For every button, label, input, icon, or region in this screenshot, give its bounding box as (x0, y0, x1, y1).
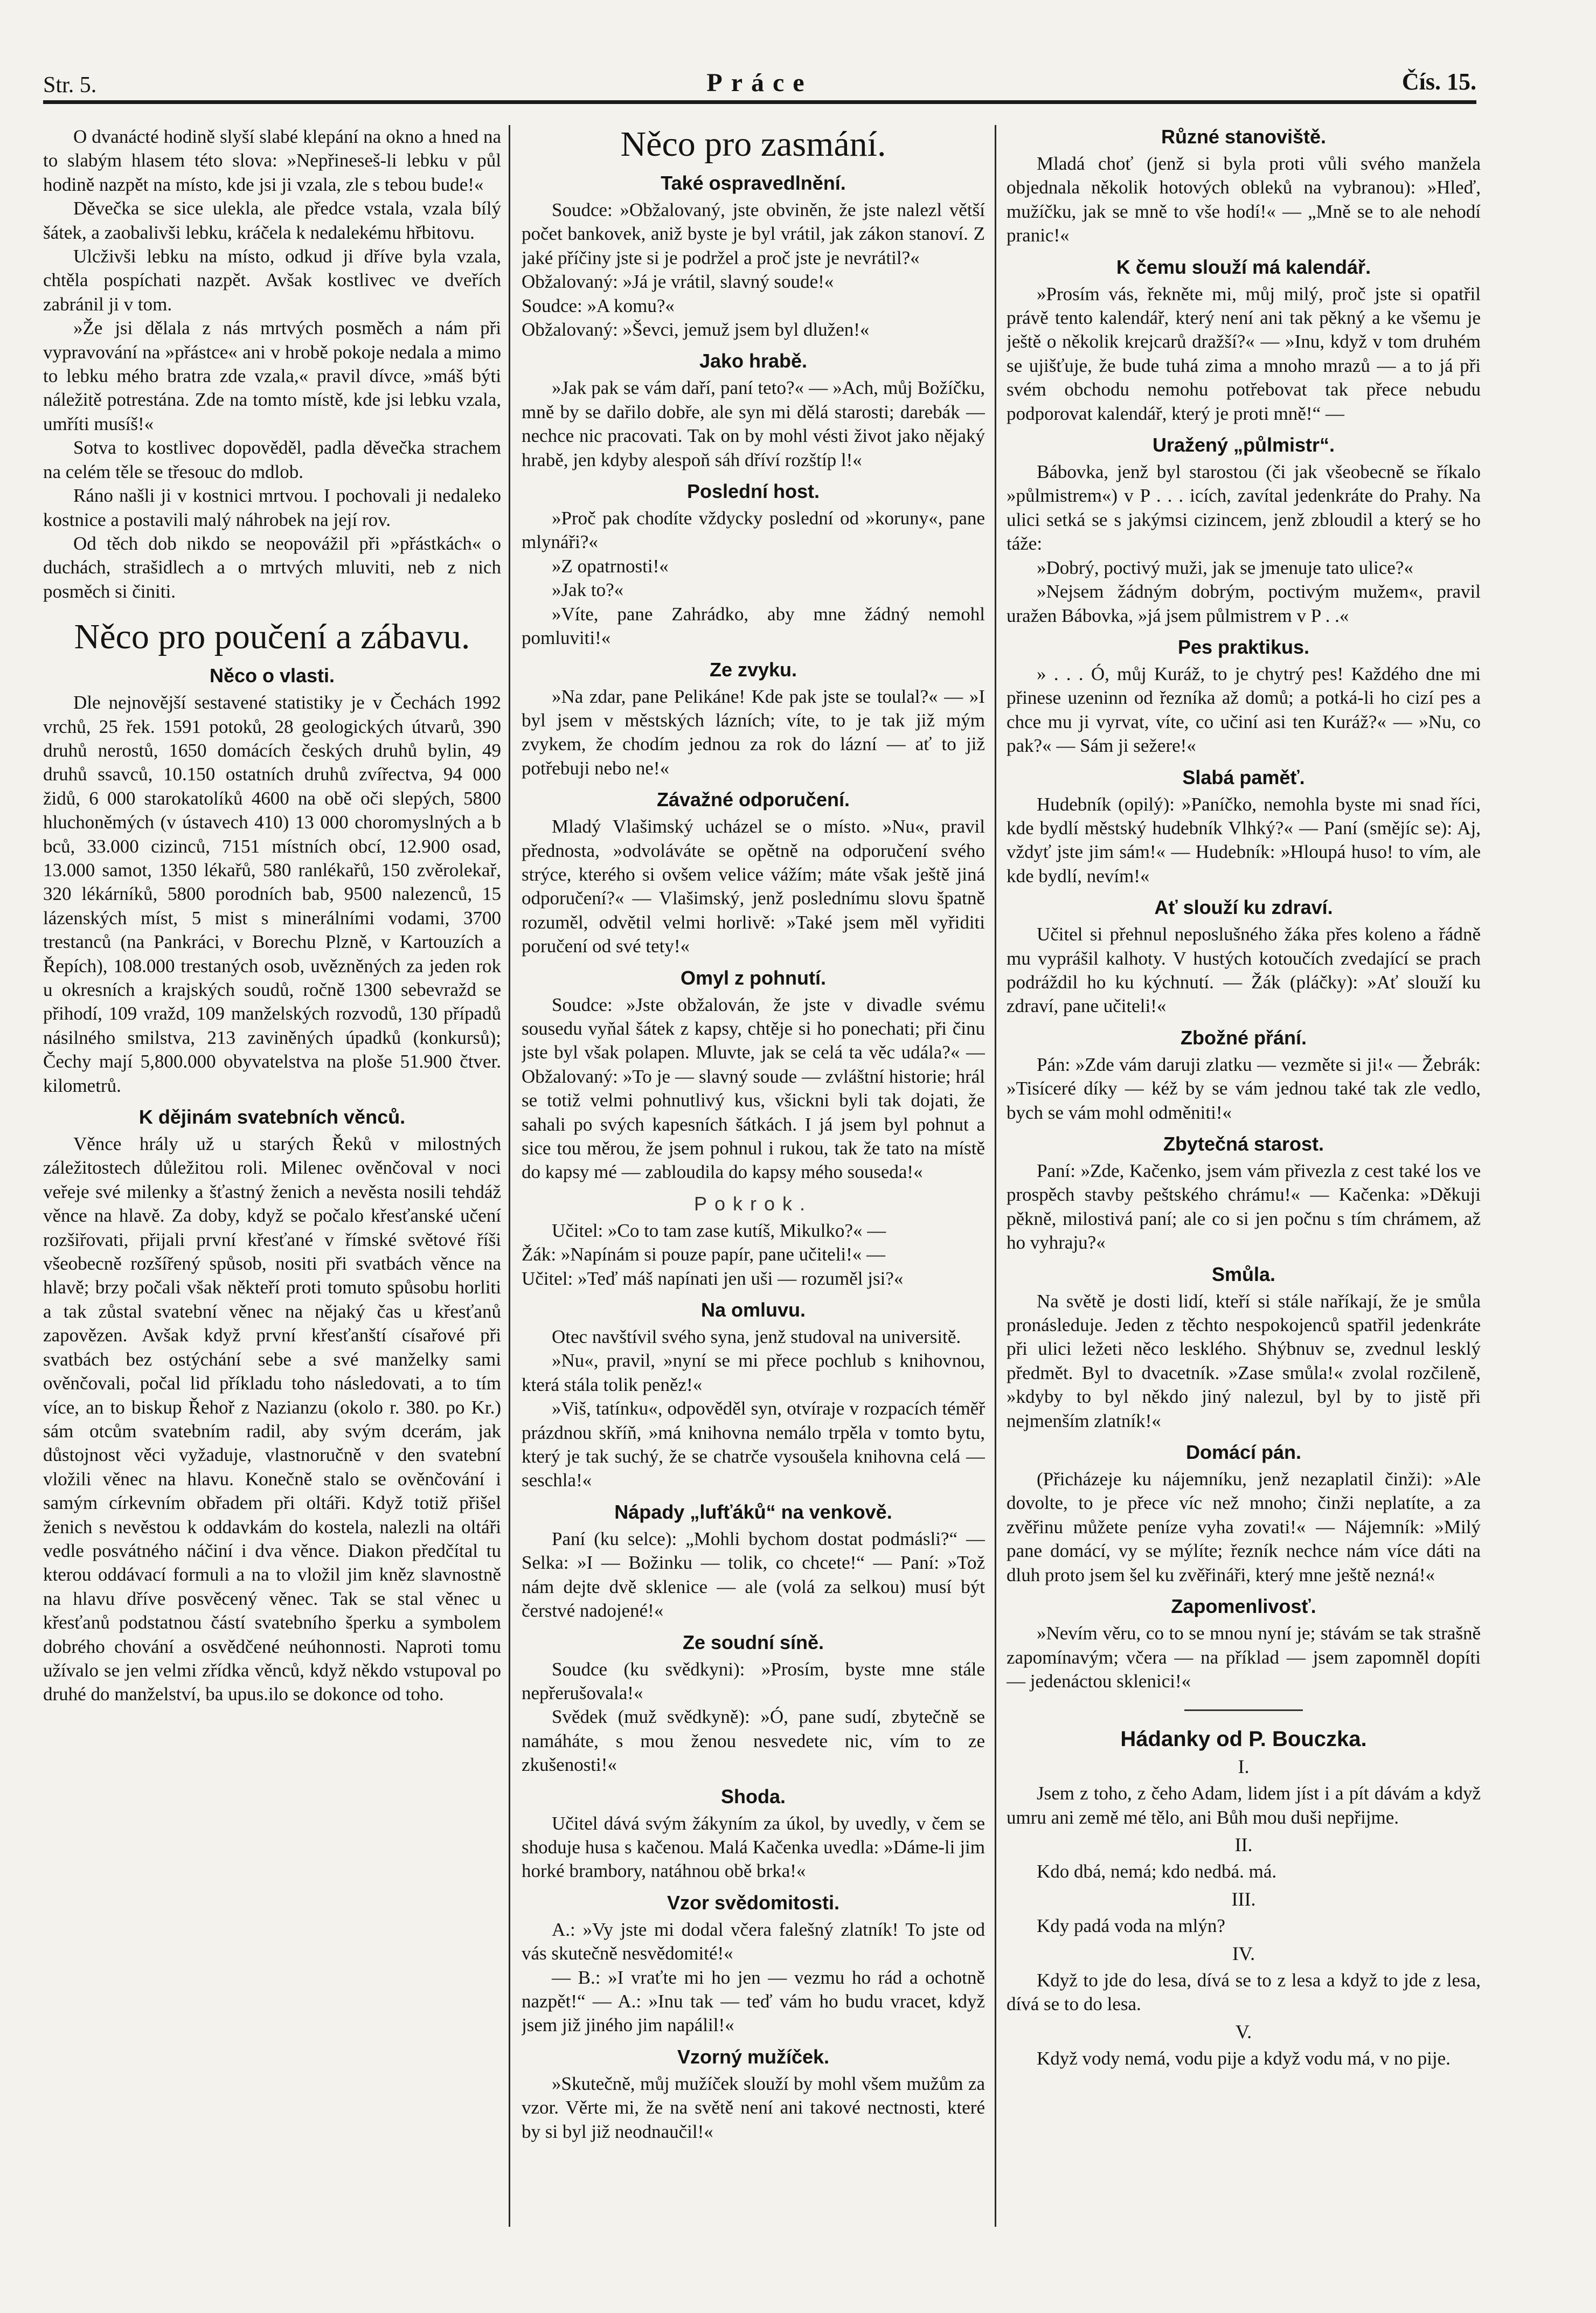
joke-title: Jako hrabě. (699, 350, 808, 372)
joke-title: Ze zvyku. (709, 658, 797, 681)
joke-line: Učitel: »Co to tam zase kutíš, Mikulko?« — (552, 1220, 886, 1241)
riddle-text: Když vody nemá, vodu pije a když vodu má, v no pije. (1037, 2048, 1451, 2069)
joke-body: »Prosím vás, řekněte mi, můj milý, proč jste si opatřil právě tento kalendář, který není ani tak pěkný a ke všemu je ještě o několik krejcarů dražší?« — »Inu, když v tom druhém se ujišťuje, že bude tuhá zima a mnoho mrazů — a to já při svém obchodu nemohu potřebovat tak přece nebudu podporovat kalendář, který je proti mně!“ — (1007, 283, 1481, 424)
joke-line: A.: »Vy jste mi dodal včera falešný zlatník! To jste od vás skutečně nesvědomité!« (522, 1919, 985, 1964)
joke-body: » . . . Ó, můj Kuráž, to je chytrý pes! Každého dne mi přinese uzeninn od řezníka až domů; a potká-li ho cizí pes a chce mu ji vyrvat, víte, co učiní asi ten Kuráž?« — »Nu, co pak?« — Sám ji sežere!« (1007, 663, 1481, 757)
story-paragraph: Děvečka se sice ulekla, ale předce vstala, vzala bílý šátek, a zaobalivši lebku, kráčela k nedalekému hřbitovu. (43, 198, 501, 243)
riddle-text: Když to jde do lesa, dívá se to z lesa a když to jde z lesa, dívá se to do lesa. (1007, 1969, 1481, 2015)
story-paragraph: Od těch dob nikdo se neopovážil při »přástkách« o duchách, strašidlech a o mrtvých mluviti, neb z nich posměch si činiti. (43, 532, 501, 602)
column-1 (43, 125, 501, 2248)
column-3 (1007, 125, 1481, 2248)
joke-title: Pokrok. (693, 1192, 813, 1215)
joke-line: Soudce (ku svědkyni): »Prosím, byste mne stále nepřerušovala!« (522, 1658, 985, 1703)
newspaper-title: Práce (706, 68, 813, 97)
section-heading-pouceni: Něco pro poučení a zábavu. (74, 617, 470, 657)
joke-title: Slabá paměť. (1182, 766, 1305, 788)
article-body: Věnce hrály už u starých Řeků v milostných záležitostech důležitou roli. Milenec ověnčoval v noci veřeje své milenky a šťastný ženich a nevěsta nosili tehdáž věnce na hlavě. Za doby, když se počalo křesťanské učení rozšiřovati, přijali první křesťané v římské světové říši všeobecně rozšířený spůsob, nositi při svatbách věnce na hlavě; brzy počali však někteří proti tomuto spůsobu horliti a tak zůstal svatební věnec na nějaký čas u křesťanů zapovězen. Avšak když první křesťanští císařové při svatbách bez ostýchání sebe a své manželky sami ověnčovali, počal lid příkladu toho následovati, a to tím více, an to biskup Řehoř z Nazianzu (okolo r. 380. po Kr.) sám otcům svatebním radil, aby svým dcerám, jak důstojnost věci vyžaduje, vlastnoručně v den svatební vložili věnec na hlavu. Konečně stalo se ověnčování i samým církevním obřadem při oltáři. Když totiž přišel ženich s nevěstou k oddavkám do kostela, nalezli na oltáři vedle posvátného náčiní i dva věnce. Diakon předčítal tu kterou oddávací formuli a na to vložil jim kněz slavnostně na hlavu dříve posvěcený věnec. Tak se stal věnec u křesťanů podstatnou částí svatebního šperku a symbolem dobrého chování a osvědčené neúhonnosti. Naproti tomu užívalo se jen velmi zřídka věnců, když někdo vstupoval po druhé do manželství, ba upus.ilo se dokonce od toho. (43, 1133, 501, 1705)
riddle-number: III. (1231, 1888, 1256, 1910)
joke-line: Žák: »Napínám si pouze papír, pane učiteli!« — (522, 1244, 886, 1265)
joke-title: Uražený „půlmistr“. (1152, 434, 1335, 456)
riddle-text: Jsem z toho, z čeho Adam, lidem jíst i a pít dávám a když umru ani země mé tělo, ani Bůh mou duši nepřijme. (1007, 1783, 1481, 1828)
joke-body: Mladý Vlašimský ucházel se o místo. »Nu«, pravil přednosta, »odvoláváte se opětně na odporučení svého strýce, kterého si ovšem velice vážím; máte však ještě jiná odporučení?« — Vlašimský, jenž poslednímu slovu špatně rozuměl, odvětil velmi horlivě: »Také jsem měl vyřiditi poručení od své tety!« (522, 816, 985, 957)
joke-line: Učitel: »Teď máš napínati jen uši — rozuměl jsi?« (522, 1268, 904, 1289)
joke-title: Omyl z pohnutí. (681, 966, 826, 989)
riddle-number: II. (1234, 1833, 1253, 1855)
joke-title: Zapomenlivosť. (1171, 1595, 1316, 1618)
story-paragraph: O dvanácté hodině slyší slabé klepání na okno a hned na to slabým hlasem této slova: »Nepřineseš-li lebku v půl hodině nazpět na místo, kde jsi ji vzala, zle s tebou bude!« (43, 126, 501, 195)
joke-line: Soudce: »Obžalovaný, jste obviněn, že jste nalezl větší počet bankovek, aniž byste je byl vrátil, jak zákon stanoví. Z jaké příčiny jste si je podržel a proč jste je nevrátil?« (522, 199, 985, 268)
joke-body: (Přicházeje ku nájemníku, jenž nezaplatil činži): »Ale dovolte, to je přece víc než mnoho; činži neplatíte, a za zvěřinu můžete peníze vyha zovati!« — Nájemník: »Milý pane domácí, vy se mýlíte; řezník nechce nám více dáti na dluh proto jsem šel ku zvěřináři, který mne ještě nezná!« (1007, 1469, 1481, 1585)
page-number: Str. 5. (43, 73, 97, 98)
column-2 (522, 125, 985, 2248)
joke-line: »Jak to?« (552, 579, 624, 601)
joke-line: »Dobrý, poctivý muži, jak se jmenuje tato ulice?« (1037, 557, 1413, 578)
joke-body: Mladá choť (jenž si byla proti vůli svého manžela objednala několik hotových obleků na vybranou): »Hleď, mužíčku, jak se mně to vše hodí!« — „Mně se to ale nehodí pranic!« (1007, 153, 1481, 246)
joke-line: »Nu«, pravil, »nyní se mi přece pochlub s knihovnou, která stála tolik peněz!« (522, 1350, 985, 1395)
joke-line: Svědek (muž svědkyně): »Ó, pane sudí, zbytečně se namáháte, s mou ženou nesvedete nic, vím to ze zkušenosti!« (522, 1706, 985, 1776)
story-paragraph: Ulcživši lebku na místo, odkud ji dříve byla vzala, chtěla pospíchati nazpět. Avšak kostlivec ve dveřích zabránil ji v tom. (43, 246, 501, 315)
article-body: Dle nejnovější sestavené statistiky je v Čechách 1992 vrchů, 25 řek. 1591 potoků, 28 geologických útvarů, 390 druhů nerostů, 1650 domácích českých druhů bylin, 49 druhů ssavců, 10.150 ostatních druhů zvířectva, 94 000 židů, 6 000 starokatolíků 4600 na obě oči slepých, 5800 hluchoněmých (v ústavech 410) 13 000 choromyslných a b bců, 33.000 cizinců, 7151 místních obcí, 12.900 osad, 13.000 samot, 1350 lékařů, 580 ranlékařů, 150 zvěrolekař, 320 lékárníků, 5800 porodních bab, 9500 nalezenců, 15 lázenských míst, 5 mist s minerálními vodami, 3700 trestanců (na Pankráci, v Borechu Plzně, v Kartouzích a Řepích), 108.000 trestaných osob, uvězněných za jeden rok u okresních a krajských soudů, ročně 1300 sebevražd se přihodí, 109 vražd, 109 manželských rozvodů, 130 případů násilného smilstva, 213 zaviněných úpadků (konkursů); Čechy mají 5,800.000 obyvatelstva na ploše 51.900 čtver. kilometrů. (43, 692, 501, 1096)
riddle-number: IV. (1232, 1942, 1255, 1964)
joke-title: Smůla. (1211, 1263, 1276, 1285)
column-divider-2 (995, 125, 996, 2227)
page-header (43, 65, 1476, 100)
joke-title: Také ospravedlnění. (661, 172, 846, 194)
joke-line: Obžalovaný: »Ševci, jemuž jsem byl dlužen!« (522, 319, 870, 341)
joke-line: Otec navštívil svého syna, jenž studoval na universitě. (552, 1326, 961, 1348)
article-title: K dějinám svatebních věnců. (138, 1106, 406, 1128)
joke-body: »Jak pak se vám daří, paní teto?« — »Ach, můj Božíčku, mně by se dařilo dobře, ale syn mi dělá starosti; darebák — nechce nic pracovati. Tak on by mohl vésti život jako nějaký hrabě, jen kdyby alespoň sáh dříví rozštíp l!« (522, 377, 985, 470)
riddle-text: Kdo dbá, nemá; kdo nedbá. má. (1037, 1861, 1277, 1882)
joke-line: Soudce: »A komu?« (522, 295, 675, 316)
story-paragraph: Sotva to kostlivec dopověděl, padla děvečka strachem na celém těle se třesouc do mdlob. (43, 437, 501, 482)
joke-title: Ze soudní síně. (682, 1631, 824, 1653)
joke-title: Shoda. (720, 1785, 786, 1808)
joke-title: Nápady „lufťáků“ na venkově. (614, 1500, 892, 1523)
joke-title: Domácí pán. (1185, 1441, 1302, 1464)
joke-title: Závažné odporučení. (656, 788, 850, 811)
joke-title: Pes praktikus. (1177, 635, 1310, 658)
joke-body: Učitel si přehnul neposlušného žáka přes koleno a řádně mu vyprášil kalhoty. V hustých kotoučích zvedající se prach podráždil ho ku kýchnutí. — Žák (pláčky): »Ať slouží ku zdraví, pane učiteli!« (1007, 924, 1481, 1017)
section-divider (1184, 1709, 1303, 1711)
story-paragraph: Ráno našli ji v kostnici mrtvou. I pochovali ji nedaleko kostnice a postavili malý náhrobek na její rov. (43, 485, 501, 530)
joke-body: »Nevím věru, co to se mnou nyní je; stávám se tak strašně zapomínavým; včera — na příklad — jsem zapomněl dopíti — jedenáctou sklenici!« (1007, 1623, 1481, 1692)
column-divider-1 (509, 125, 510, 2227)
joke-title: Ať slouží ku zdraví. (1154, 896, 1333, 919)
joke-line: Obžalovaný: »Já je vrátil, slavný soude!« (522, 271, 834, 293)
joke-body: »Skutečně, můj mužíček slouží by mohl všem mužům za vzor. Věrte mi, že na světě není ani takové nectnosti, které by si byl již neodnaučil!« (522, 2073, 985, 2142)
riddles-author: P. Bouczka. (1248, 1727, 1367, 1751)
joke-body: Na světě je dosti lidí, kteří si stále naříkají, že je smůla pronásleduje. Jeden z těchto nespokojenců spatřil jedenkráte při ulici ležeti něco lesklého. Shýbnuv se, zvednul lesklý předmět. Byl to dvacetník. »Zase smůla!« zvolal rozčileně, »kdyby to byl někdo jiný nalezul, byl by to jistě při nejmenším zlatník!« (1007, 1290, 1481, 1431)
joke-title: Různé stanoviště. (1161, 126, 1327, 148)
joke-title: Poslední host. (686, 480, 820, 503)
joke-title: Vzor svědomitosti. (667, 1891, 840, 1914)
riddle-number: I. (1238, 1755, 1250, 1777)
joke-line: »Nejsem žádným dobrým, poctivým mužem«, pravil uražen Bábovka, »já jsem půlmistrem v P . .« (1007, 581, 1481, 626)
joke-body: Učitel dává svým žákyním za úkol, by uvedly, v čem se shoduje husa s kačenou. Malá Kačenka uvedla: »Dáme-li jim horké brambory, natáhnou obě brka!« (522, 1812, 985, 1882)
riddle-text: Kdy padá voda na mlýn? (1037, 1915, 1225, 1937)
story-paragraph: »Že jsi dělala z nás mrtvých posměch a nám při vypravování na »přástce« ani v hrobě pokoje nedala a mimo to lebku mého bratra zde vzala,« pravil dívce, »máš býti náležitě potrestána. Zde na tomto místě, kde jsi lebku vzala, umříti musíš!« (43, 317, 501, 434)
section-heading-zasmani: Něco pro zasmání. (620, 125, 886, 164)
joke-line: — B.: »I vraťte mi ho jen — vezmu ho rád a ochotně nazpět!“ — A.: »Inu tak — teď vám ho budu vracet, když jsem již jiného jim napálil!« (522, 1966, 985, 2036)
joke-title: Vzorný mužíček. (677, 2045, 830, 2068)
joke-line: »Z opatrnosti!« (552, 555, 669, 577)
joke-body: Soudce: »Jste obžalován, že jste v divadle svému sousedu vyňal šátek z kapsy, chtěje si ho ponechati; při činu jste byl však polapen. Mluvte, jak se celá ta věc udála?« — Obžalovaný: »To je — slavný soude — zvláštní historie; hrál se totiž velmi pohnutlivý kus, všickni byli tak dojati, že sahali po svých kapesních šátkách. I já jsem byl pohnut a sice tou měrou, že jsem pohnul i rukou, tak že tato na místě do kapsy mé — zabloudila do kapsy mého souseda!« (522, 994, 985, 1183)
joke-line: Bábovka, jenž byl starostou (či jak všeobecně se říkalo »půlmistrem«) v P . . . icích, zavítal jedenkráte do Prahy. Na ulici setká se s jakýmsi cizincem, jenž zbloudil a který se ho táže: (1007, 461, 1481, 555)
joke-title: Na omluvu. (700, 1299, 806, 1321)
issue-number: Čís. 15. (1401, 68, 1476, 95)
joke-line: »Víte, pane Zahrádko, aby mne žádný nemohl pomluviti!« (522, 603, 985, 649)
joke-body: Hudebník (opilý): »Paníčko, nemohla byste mi snad říci, kde bydlí městský hudebník Vlhký?« — Paní (smějíc se): Aj, vždyť jste jim sám!« — Hudebník: »Hloupá huso! to vím, ale kde bydlí, nevím!« (1007, 793, 1481, 887)
joke-line: »Proč pak chodíte vždycky poslední od »koruny«, pane mlynáři?« (522, 508, 985, 553)
joke-body: Paní (ku selce): „Mohli bychom dostat podmásli?“ — Selka: »I — Božinku — tolik, co chcete!“ — Paní: »Tož nám dejte dvě sklenice — ale (volá za selkou) musí být čerstvé nadojené!« (522, 1528, 985, 1622)
joke-title: Zbytečná starost. (1163, 1133, 1324, 1155)
riddle-number: V. (1235, 2020, 1252, 2042)
header-rule (43, 100, 1476, 104)
joke-title: Zbožné přání. (1181, 1026, 1307, 1049)
joke-body: Paní: »Zde, Kačenko, jsem vám přivezla z cest také los ve prospěch stavby peštského chrámu!« — Kačenka: »Děkuji pěkně, milostivá paní; ale co si jen počnu s tím chrámem, až ho vyhraju?« (1007, 1160, 1481, 1254)
riddles-heading (1007, 1727, 1481, 1751)
joke-line: »Viš, tatínku«, odpověděl syn, otvíraje v rozpacích téměř prázdnou skříň, »má knihovna nemálo trpěla v tomto bytu, který je tak suchý, že se chatrče vysoušela knihovna celá — seschla!« (522, 1398, 985, 1491)
joke-body: »Na zdar, pane Pelikáne! Kde pak jste se toulal?« — »I byl jsem v městských lázních; víte, to je tak již mým zvykem, že chodím jednou za rok do lázní — ať to již potřebuji nebo ne!« (522, 685, 985, 779)
joke-body: Pán: »Zde vám daruji zlatku — vezměte si ji!« — Žebrák: »Tisíceré díky — kéž by se vám jednou také tak zle vedlo, bych se vám mohl odměniti!« (1007, 1054, 1481, 1123)
riddles-label: Hádanky od (1120, 1727, 1243, 1751)
joke-title: K čemu slouží má kalendář. (1116, 255, 1371, 278)
article-title: Něco o vlasti. (209, 664, 335, 687)
